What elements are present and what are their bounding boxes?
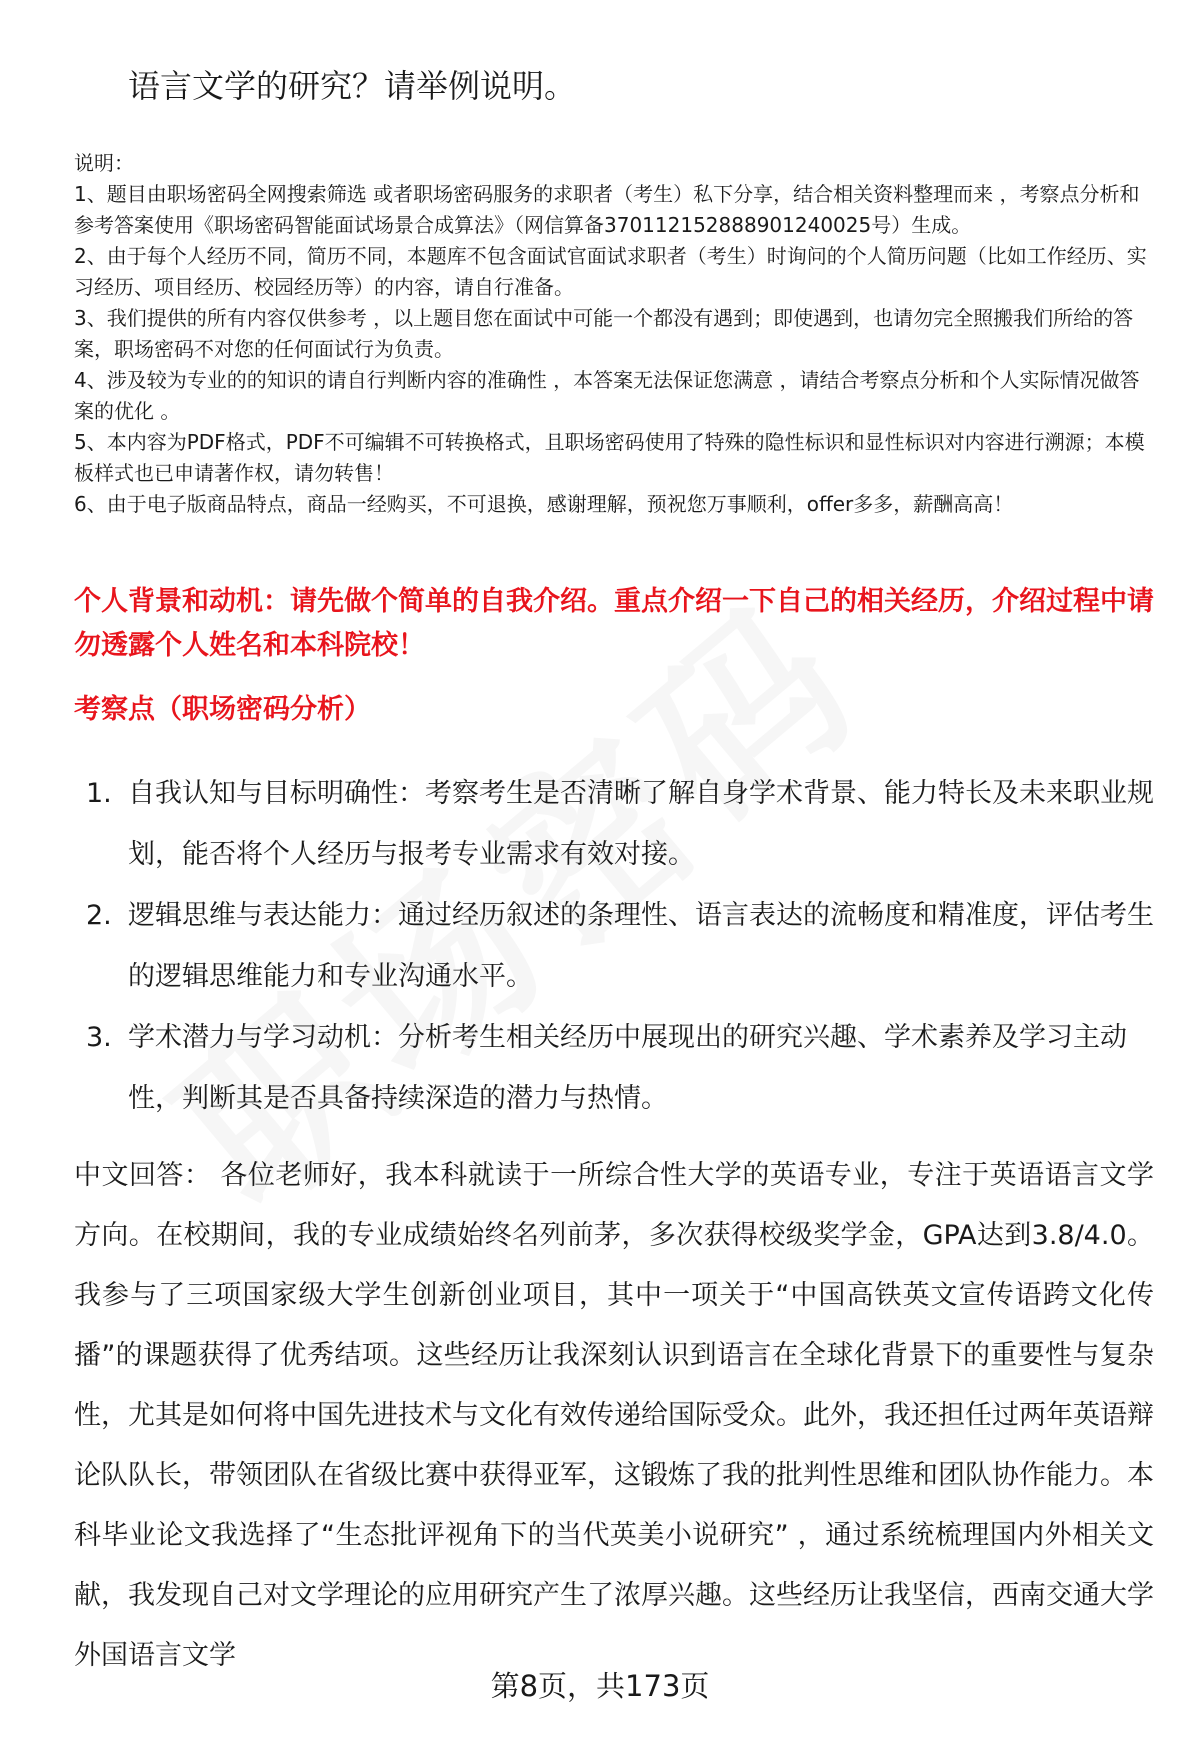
question-continuation: 语言文学的研究？请举例说明。: [128, 67, 577, 105]
notes-title: 说明：: [74, 151, 134, 175]
note-item: 3、我们提供的所有内容仅供参考 ，以上题目您在面试中可能一个都没有遇到；即使遇到，也请勿完全照搬我们所给的答案，职场密码不对您的任何面试行为负责。: [74, 306, 1134, 361]
point-text: 逻辑思维与表达能力：通过经历叙述的条理性、语言表达的流畅度和精准度，评估考生的逻辑思维能力和专业沟通水平。: [128, 900, 1154, 992]
analysis-point: [74, 1007, 1154, 1129]
analysis-point: [74, 763, 1154, 885]
note-item: 4、涉及较为专业的的知识的请自行判断内容的准确性 ，本答案无法保证您满意 ，请结合考察点分析和个人实际情况做答案的优化 。: [74, 368, 1140, 423]
notes-block: [74, 148, 1154, 520]
analysis-heading: 考察点（职场密码分析）: [74, 694, 371, 725]
point-text: 学术潜力与学习动机：分析考生相关经历中展现出的研究兴趣、学术素养及学习主动性，判断其是否具备持续深造的潜力与热情。: [128, 1022, 1127, 1114]
point-text: 自我认知与目标明确性：考察考生是否清晰了解自身学术背景、能力特长及未来职业规划，能否将个人经历与报考专业需求有效对接。: [128, 778, 1154, 870]
point-number: 2.: [86, 900, 112, 931]
point-number: 1.: [86, 778, 112, 809]
chinese-answer: 中文回答： 各位老师好，我本科就读于一所综合性大学的英语专业，专注于英语语言文学方向。在校期间，我的专业成绩始终名列前茅，多次获得校级奖学金，GPA达到3.8/4.0。我参与了三项国家级大学生创新创业项目，其中一项关于“中国高铁英文宣传语跨文化传播”的课题获得了优秀结项。这些经历让我深刻认识到语言在全球化背景下的重要性与复杂性，尤其是如何将中国先进技术与文化有效传递给国际受众。此外，我还担任过两年英语辩论队队长，带领团队在省级比赛中获得亚军，这锻炼了我的批判性思维和团队协作能力。本科毕业论文我选择了“生态批评视角下的当代英美小说研究” ，通过系统梳理国内外相关文献，我发现自己对文学理论的应用研究产生了浓厚兴趣。这些经历让我坚信，西南交通大学外国语言文学: [74, 1160, 1154, 1671]
note-item: 6、由于电子版商品特点，商品一经购买，不可退换，感谢理解，预祝您万事顺利，offer多多，薪酬高高！: [74, 492, 1014, 516]
analysis-point: [74, 885, 1154, 1007]
point-number: 3.: [86, 1022, 112, 1053]
note-item: 2、由于每个人经历不同，简历不同，本题库不包含面试官面试求职者（考生）时询问的个人简历问题（比如工作经历、实习经历、项目经历、校园经历等）的内容，请自行准备。: [74, 244, 1147, 299]
note-item: 1、题目由职场密码全网搜索筛选 或者职场密码服务的求职者（考生）私下分享，结合相关资料整理而来 ，考察点分析和参考答案使用《职场密码智能面试场景合成算法》（网信算备370112152888901240025号）生成。: [74, 182, 1140, 237]
page-number: 第8页，共173页: [490, 1669, 710, 1703]
interview-question: 个人背景和动机：请先做个简单的自我介绍。重点介绍一下自己的相关经历，介绍过程中请勿透露个人姓名和本科院校！: [74, 586, 1154, 661]
note-item: 5、本内容为PDF格式，PDF不可编辑不可转换格式，且职场密码使用了特殊的隐性标识和显性标识对内容进行溯源；本模板样式也已申请著作权，请勿转售！: [74, 430, 1145, 485]
analysis-list: [74, 763, 1154, 1129]
